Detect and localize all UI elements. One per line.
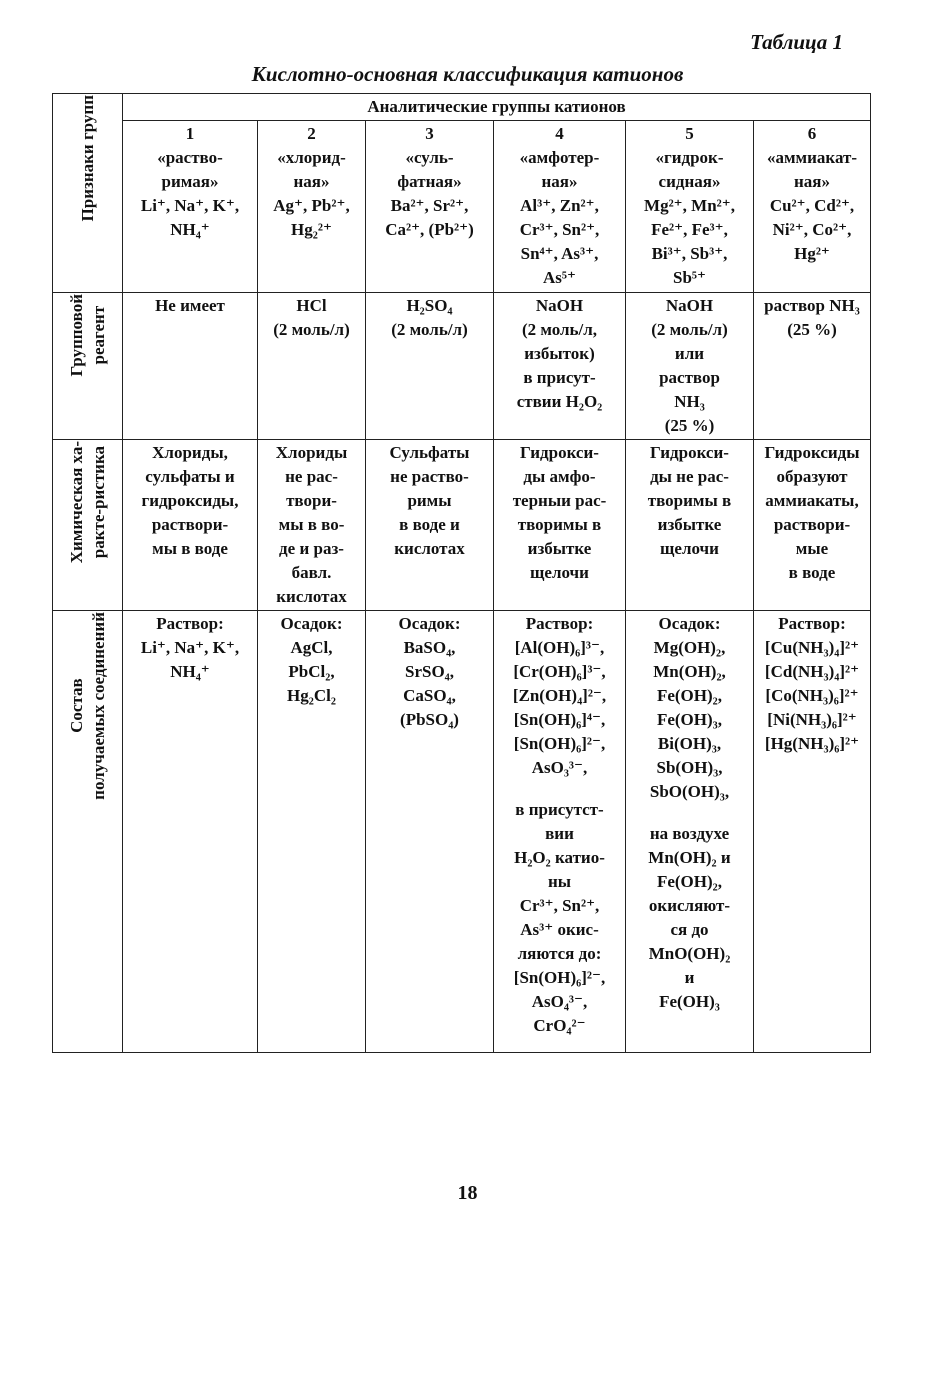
group-name-line: «суль- [405,148,454,167]
reagent-cell [626,293,754,440]
group-number: 4 [555,124,564,143]
cell-line: Раствор: [525,614,594,633]
group-name-line: римая» [161,172,219,191]
group-ions-line: Fe²⁺, Fe³⁺, [651,220,728,239]
row-label-reagent-text [66,294,110,377]
group-ions-line: Ag⁺, Pb²⁺, [273,196,350,215]
cell-line: BaSO₄, [403,638,456,657]
cell-line: не раство- [390,467,469,486]
cell-line: де и раз- [279,539,344,558]
cell-line: раствори- [773,515,851,534]
cell-line: мы в воде [152,539,228,558]
group-cell-features [626,121,754,293]
chem-row [53,440,871,611]
chem-cell [626,440,754,611]
cell-line: NH₄⁺ [170,662,210,681]
group-cell-features [123,121,258,293]
group-ions-line: Ca²⁺, (Pb²⁺) [385,220,474,239]
cell-line: (2 моль/л, [521,320,598,339]
group-name-line: ная» [541,172,578,191]
group-ions-line: Hg₂²⁺ [291,220,332,239]
cell-line: не рас- [285,467,338,486]
cell-line: раствор [659,368,720,387]
reagent-cell [494,293,626,440]
row-label-composition-text [66,612,110,800]
group-name-line: ная» [794,172,830,191]
cell-line: ствии H₂O₂ [516,392,603,411]
reagent-cell [258,293,366,440]
group-name-line: «амфотер- [519,148,600,167]
cell-line: Гидрокси- [520,443,599,462]
cell-line: кислотах [276,587,347,606]
cell-line: SrSO₄, [404,662,455,681]
cell-line: в присутст- [515,800,604,819]
group-name-line: «гидрок- [655,148,724,167]
cell-line: H₂SO₄ [406,296,453,315]
cell-line: мые [795,539,829,558]
group-ions-line: Ni²⁺, Co²⁺, [772,220,852,239]
cell-line: [Cu(NH₃)₄]²⁺ [764,638,860,657]
cell-line: или [674,344,705,363]
cell-line: твори- [286,491,337,510]
reagent-cell [366,293,494,440]
features-row [53,121,871,293]
group-number: 1 [185,124,195,143]
cell-line: Cr³⁺, Sn²⁺, [519,896,600,915]
cell-line: бавл. [291,563,332,582]
row-label-chem [53,440,123,611]
cell-line: ды не рас- [650,467,729,486]
cell-line: Осадок: [280,614,343,633]
cell-line: Fe(OH)₂, [656,686,723,705]
group-name-line: «хлорид- [277,148,346,167]
cell-line: ся до [670,920,709,939]
cell-line: [Sn(OH)₆]²⁻, [513,734,606,753]
cell-line: [Cd(NH₃)₄]²⁺ [764,662,860,681]
group-ions-line: NH₄⁺ [170,220,210,239]
cell-line: SbO(OH)₃, [649,782,730,801]
composition-cell [258,611,366,1053]
cell-line: Осадок: [658,614,721,633]
cell-line: Li⁺, Na⁺, K⁺, [140,638,240,657]
cell-line: творимы в [517,515,602,534]
group-cell-features [754,121,871,293]
group-name-line: «аммиакат- [766,148,858,167]
row-label-features-text: Признаки групп [77,95,97,222]
cell-line: мы в во- [278,515,345,534]
cell-line: образуют [776,467,848,486]
composition-cell [626,611,754,1053]
cell-line: Состав [66,678,86,734]
cell-line: HCl [296,296,327,315]
cell-line: Групповой [66,294,86,377]
group-ions-line: Bi³⁺, Sb³⁺, [651,244,728,263]
group-ions-line: Sn⁴⁺, As³⁺, [520,244,599,263]
cell-line: избытке [527,539,592,558]
cell-line: NaOH [665,296,714,315]
cell-line [496,780,623,798]
cell-line: Хлориды, [152,443,228,462]
cell-line: (2 моль/л) [273,320,350,339]
table-label: Таблица 1 [750,30,843,54]
group-name-line: фатная» [397,172,462,191]
cell-line: [Cr(OH)₆]³⁻, [513,662,606,681]
groups-header-row [53,94,871,121]
cell-line: и [684,968,695,987]
cell-line [628,804,751,822]
composition-row [53,611,871,1053]
composition-cell [754,611,871,1053]
row-label-reagent [53,293,123,440]
cell-line: щелочи [660,539,719,558]
cell-line: избытке [657,515,722,534]
group-ions-line: Cu²⁺, Cd²⁺, [769,196,855,215]
group-cell-features [258,121,366,293]
chem-cell [366,440,494,611]
cell-line: NH₃ [674,392,705,411]
chem-cell [123,440,258,611]
cell-line: PbCl₂, [288,662,335,681]
cell-line: (25 %) [787,320,837,339]
cell-line: в присут- [523,368,596,387]
row-label-features [53,94,123,293]
group-ions-line: Cr³⁺, Sn²⁺, [519,220,600,239]
cell-line: [Sn(OH)₆]²⁻, [513,968,606,987]
groups-header: Аналитические группы катионов [123,94,871,121]
composition-cell [366,611,494,1053]
cell-line: получаемых соединений [88,612,108,800]
group-cell-features [366,121,494,293]
cell-line: [Co(NH₃)₆]²⁺ [765,686,859,705]
cell-line: ляются до: [517,944,602,963]
row-label-chem-text [66,441,110,563]
chem-cell [754,440,871,611]
cell-line: избыток) [524,344,595,363]
cell-line: Mn(OH)₂ и [648,848,731,867]
cell-line: Bi(OH)₃, [657,734,722,753]
cell-line: творимы в [647,491,732,510]
cell-line: Fe(OH)₂, [656,872,723,891]
cell-line: щелочи [530,563,589,582]
group-ions-line: Mg²⁺, Mn²⁺, [644,196,735,215]
cell-line: AsO₄³⁻, [531,992,588,1011]
cell-line: раствори- [151,515,229,534]
cell-line: Fe(OH)₃, [656,710,723,729]
cell-line: AgCl, [290,638,333,657]
cell-line: As³⁺ окис- [520,920,599,939]
cell-line: Не имеет [155,296,225,315]
composition-cell [123,611,258,1053]
cell-line: (PbSO₄) [400,710,459,729]
cell-line: Hg₂Cl₂ [287,686,336,705]
cell-line: H₂O₂ катио- [514,848,605,867]
group-name-line: «раство- [157,148,223,167]
group-name-line: сидная» [658,172,721,191]
cell-line: Раствор: [156,614,224,633]
cell-line: ды амфо- [523,467,596,486]
page-number: 18 [457,1182,478,1204]
cell-line: Mn(OH)₂, [653,662,726,681]
group-ions-line: Sb⁵⁺ [673,268,706,287]
group-number: 2 [307,124,316,143]
cell-line: раствор NH₃ [764,296,860,315]
group-ions-line: Hg²⁺ [794,244,830,263]
group-ions-line: As⁵⁺ [543,268,576,287]
cell-line: Осадок: [398,614,461,633]
cell-line: Гидрокси- [650,443,729,462]
cell-line: Гидроксиды [764,443,860,462]
cell-line: AsO₃³⁻, [531,758,588,777]
cell-line: в воде [788,563,836,582]
cell-line: аммиакаты, [765,491,859,510]
cell-line: реагент [88,305,108,365]
group-ions-line: Al³⁺, Zn²⁺, [520,196,599,215]
cell-line: ракте-ристика [88,445,108,559]
classification-table [52,93,871,1053]
group-number: 3 [425,124,434,143]
group-number: 6 [807,124,817,143]
cell-line: Mg(OH)₂, [653,638,726,657]
cell-line: окисляют- [648,896,731,915]
cell-line: кислотах [394,539,465,558]
chem-cell [258,440,366,611]
cell-line: (2 моль/л) [391,320,468,339]
cell-line: сульфаты и [145,467,235,486]
group-ions-line: Ba²⁺, Sr²⁺, [390,196,469,215]
row-label-composition [53,611,123,1053]
group-name-line: ная» [293,172,330,191]
cell-line: Сульфаты [389,443,470,462]
reagent-row [53,293,871,440]
cell-line: (25 %) [664,416,715,435]
cell-line: Раствор: [778,614,846,633]
cell-line: [Hg(NH₃)₆]²⁺ [764,734,860,753]
cell-line: CrO₄²⁻ [533,1016,586,1035]
cell-line: гидроксиды, [141,491,239,510]
cell-line: Sb(OH)₃, [656,758,723,777]
composition-cell [494,611,626,1053]
cell-line: [Sn(OH)₆]⁴⁻, [513,710,606,729]
group-ions-line: Li⁺, Na⁺, K⁺, [140,196,240,215]
chem-cell [494,440,626,611]
cell-line: MnO(OH)₂ [648,944,731,963]
cell-line: [Al(OH)₆]³⁻, [514,638,605,657]
cell-line: (2 моль/л) [651,320,728,339]
reagent-cell [123,293,258,440]
cell-line: [Zn(OH)₄]²⁻, [512,686,607,705]
cell-line: римы [407,491,452,510]
cell-line: CaSO₄, [403,686,456,705]
cell-line: на воздухе [649,824,730,843]
group-number: 5 [685,124,694,143]
cell-line: ны [547,872,572,891]
cell-line: NaOH [535,296,584,315]
cell-line: в воде и [399,515,460,534]
cell-line: терныи рас- [512,491,607,510]
cell-line: Fe(OH)₃ [659,992,720,1011]
reagent-cell [754,293,871,440]
cell-line: [Ni(NH₃)₆]²⁺ [767,710,857,729]
cell-line: Химическая ха- [66,441,86,564]
cell-line: Хлориды [275,443,348,462]
table-title: Кислотно-основная классификация катионов [251,62,684,86]
cell-line: вии [545,824,574,843]
group-cell-features [494,121,626,293]
